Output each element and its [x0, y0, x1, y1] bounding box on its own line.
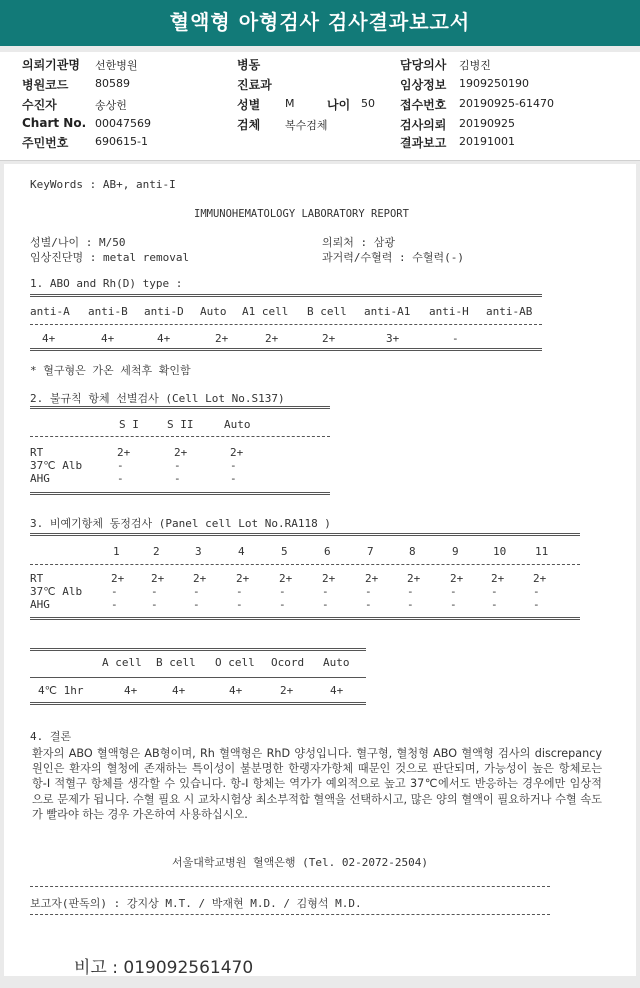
screening-cell: -	[117, 459, 124, 472]
divider	[30, 348, 542, 351]
panel-cell: -	[491, 598, 498, 611]
screening-cell: -	[174, 459, 181, 472]
chart-no-value: 00047569	[95, 117, 151, 130]
screening-cell: 2+	[230, 446, 244, 459]
panel-cell: -	[236, 585, 243, 598]
screening-cell: 2+	[174, 446, 188, 459]
doctor-label: 담당의사	[400, 58, 447, 72]
panel-header-cell: 8	[409, 545, 416, 558]
lab-report-title: IMMUNOHEMATOLOGY LABORATORY REPORT	[194, 208, 409, 220]
cold-panel-cell: 4+	[172, 684, 186, 697]
panel-cell: -	[151, 585, 158, 598]
panel-row-label: RT	[30, 572, 44, 585]
panel-cell: 2+	[450, 572, 464, 585]
reporter-line: 보고자(판독의) : 강지상 M.T. / 박재현 M.D. / 김형석 M.D.	[30, 897, 362, 910]
divider	[30, 617, 580, 620]
divider	[30, 914, 550, 915]
cold-panel-row-label: 4℃ 1hr	[38, 684, 84, 697]
panel-header-cell: 6	[324, 545, 331, 558]
report-date-value: 20191001	[459, 135, 515, 148]
clinical-info-value: 1909250190	[459, 77, 529, 90]
ward-label: 병동	[237, 58, 261, 72]
abo-rh-title: 1. ABO and Rh(D) type :	[30, 277, 183, 290]
abo-rh-value-cell: -	[452, 332, 459, 345]
resident-no-label: 주민번호	[22, 136, 69, 150]
panel-cell: 2+	[407, 572, 421, 585]
chart-no-label: Chart No.	[22, 116, 87, 130]
panel-cell: -	[236, 598, 243, 611]
screening-cell: -	[230, 472, 237, 485]
receipt-no-label: 접수번호	[400, 98, 447, 112]
institution-label: 의뢰기관명	[22, 58, 80, 72]
abo-rh-header-cell: anti-D	[144, 305, 184, 318]
dept-label: 진료과	[237, 78, 272, 92]
screening-title: 2. 불규칙 항체 선별검사 (Cell Lot No.S137)	[30, 392, 285, 405]
blood-bank-contact: 서울대학교병원 혈액은행 (Tel. 02-2072-2504)	[172, 856, 428, 869]
panel-cell: -	[193, 598, 200, 611]
screening-header-cell: S I	[119, 418, 139, 431]
hospital-code-value: 80589	[95, 77, 130, 90]
divider	[30, 702, 366, 705]
panel-cell: 2+	[151, 572, 165, 585]
patient-info-header	[0, 52, 640, 161]
cold-panel-header-cell: O cell	[215, 656, 255, 669]
screening-row-label: RT	[30, 446, 44, 459]
cold-panel-cell: 2+	[280, 684, 294, 697]
abo-rh-header-cell: B cell	[307, 305, 347, 318]
sex-value: M	[285, 97, 295, 110]
panel-cell: 2+	[533, 572, 547, 585]
age-label: 나이	[327, 98, 351, 112]
panel-header-cell: 7	[367, 545, 374, 558]
receipt-no-value: 20190925-61470	[459, 97, 554, 110]
panel-cell: -	[111, 585, 118, 598]
cold-panel-header-cell: Auto	[323, 656, 350, 669]
panel-row-label: 37℃ Alb	[30, 585, 83, 598]
patient-label: 수진자	[22, 98, 57, 112]
panel-cell: 2+	[193, 572, 207, 585]
cold-panel-cell: 4+	[330, 684, 344, 697]
abo-rh-value-cell: 2+	[322, 332, 336, 345]
abo-rh-value-cell: 2+	[215, 332, 229, 345]
footer-note: 비고 : 019092561470	[74, 958, 254, 978]
panel-cell: 2+	[111, 572, 125, 585]
panel-cell: -	[322, 598, 329, 611]
panel-cell: 2+	[491, 572, 505, 585]
abo-rh-value-cell: 4+	[157, 332, 171, 345]
conclusion-text: 환자의 ABO 혈액형은 AB형이며, Rh 혈액형은 RhD 양성입니다. 혈구형, 혈청형 ABO 혈액형 검사의 discrepancy 원인은 환자의 혈청에 존재하는 특이성이 불분명한 한랭자가항체 때문인 것으로 판단되며, 가능성이 높은 항체로는 항-I 적혈구 항체를 생각할 수 있습니다. 항-I 항체는 역가가 예외적으로 높고 37℃에서도 반응하는 경우에만 임상적으로 문제가 됩니다. 수혈 필요 시 교차시험상 최소부적합 혈액을 선택하시고, 많은 양의 혈액이 필요하거나 수혈 속도가 빨라야 하는 경우 가온하여 사용하십시오.	[32, 747, 602, 821]
abo-rh-header-cell: anti-B	[88, 305, 128, 318]
resident-no-value: 690615-1	[95, 135, 148, 148]
panel-cell: -	[193, 585, 200, 598]
divider	[30, 533, 580, 536]
panel-header-cell: 10	[493, 545, 507, 558]
divider	[30, 324, 542, 325]
divider	[30, 564, 580, 565]
panel-header-cell: 3	[195, 545, 202, 558]
panel-header-cell: 5	[281, 545, 288, 558]
panel-cell: 2+	[236, 572, 250, 585]
divider	[30, 492, 330, 495]
screening-cell: -	[174, 472, 181, 485]
panel-cell: -	[533, 585, 540, 598]
panel-cell: -	[450, 585, 457, 598]
screening-header-cell: Auto	[224, 418, 251, 431]
panel-cell: 2+	[322, 572, 336, 585]
diagnosis-line: 임상진단명 : metal removal	[30, 251, 190, 264]
panel-header-cell: 11	[535, 545, 549, 558]
cold-panel-cell: 4+	[124, 684, 138, 697]
conclusion-title: 4. 결론	[30, 730, 72, 743]
keywords: KeyWords : AB+, anti-I	[30, 178, 176, 191]
cold-panel-header-cell: A cell	[102, 656, 142, 669]
screening-cell: -	[230, 459, 237, 472]
identification-title: 3. 비예기항체 동정검사 (Panel cell Lot No.RA118 )	[30, 517, 331, 530]
abo-rh-header-cell: A1 cell	[242, 305, 289, 318]
sex-age-line: 성별/나이 : M/50	[30, 236, 126, 249]
panel-row-label: AHG	[30, 598, 50, 611]
cold-panel-header-cell: B cell	[156, 656, 196, 669]
hospital-code-label: 병원코드	[22, 78, 69, 92]
doctor-value: 김병진	[459, 59, 491, 72]
screening-cell: 2+	[117, 446, 131, 459]
divider	[30, 436, 330, 437]
panel-cell: -	[151, 598, 158, 611]
screening-header-cell: S II	[167, 418, 194, 431]
panel-cell: 2+	[279, 572, 293, 585]
panel-cell: 2+	[365, 572, 379, 585]
client-line: 의뢰처 : 삼광	[322, 236, 395, 249]
divider	[30, 677, 366, 678]
panel-header-cell: 9	[452, 545, 459, 558]
divider	[30, 406, 330, 409]
divider	[30, 648, 366, 651]
screening-row-label: AHG	[30, 472, 50, 485]
panel-cell: -	[450, 598, 457, 611]
panel-cell: -	[365, 598, 372, 611]
report-date-label: 결과보고	[400, 136, 447, 150]
panel-header-cell: 4	[238, 545, 245, 558]
divider	[30, 886, 550, 887]
specimen-value: 복수검체	[285, 119, 328, 132]
history-line: 과거력/수혈력 : 수혈력(-)	[322, 251, 464, 264]
screening-row-label: 37℃ Alb	[30, 459, 83, 472]
screening-cell: -	[117, 472, 124, 485]
panel-cell: -	[533, 598, 540, 611]
abo-rh-header-cell: anti-H	[429, 305, 469, 318]
panel-cell: -	[491, 585, 498, 598]
panel-cell: -	[322, 585, 329, 598]
report-title: 혈액형 아형검사 검사결과보고서	[0, 0, 640, 46]
abo-rh-value-cell: 3+	[386, 332, 400, 345]
cold-panel-cell: 4+	[229, 684, 243, 697]
panel-cell: -	[279, 585, 286, 598]
panel-header-cell: 2	[153, 545, 160, 558]
panel-cell: -	[407, 585, 414, 598]
abo-note: * 혈구형은 가온 세척후 확인함	[30, 364, 191, 377]
clinical-info-label: 임상정보	[400, 78, 447, 92]
sex-label: 성별	[237, 98, 261, 112]
institution-value: 선한병원	[95, 59, 138, 72]
age-value: 50	[361, 97, 375, 110]
report-document	[4, 164, 636, 976]
panel-header-cell: 1	[113, 545, 120, 558]
cold-panel-header-cell: Ocord	[271, 656, 305, 669]
abo-rh-value-cell: 2+	[265, 332, 279, 345]
abo-rh-value-cell: 4+	[101, 332, 115, 345]
abo-rh-header-cell: anti-A	[30, 305, 70, 318]
abo-rh-header-cell: anti-AB	[486, 305, 533, 318]
abo-rh-value-cell: 4+	[42, 332, 56, 345]
panel-cell: -	[111, 598, 118, 611]
specimen-label: 검체	[237, 118, 261, 132]
panel-cell: -	[279, 598, 286, 611]
panel-cell: -	[407, 598, 414, 611]
panel-cell: -	[365, 585, 372, 598]
patient-value: 송상헌	[95, 99, 127, 112]
abo-rh-header-cell: Auto	[200, 305, 227, 318]
request-date-value: 20190925	[459, 117, 515, 130]
abo-rh-header-cell: anti-A1	[364, 305, 411, 318]
divider	[30, 294, 542, 297]
request-date-label: 검사의뢰	[400, 118, 447, 132]
